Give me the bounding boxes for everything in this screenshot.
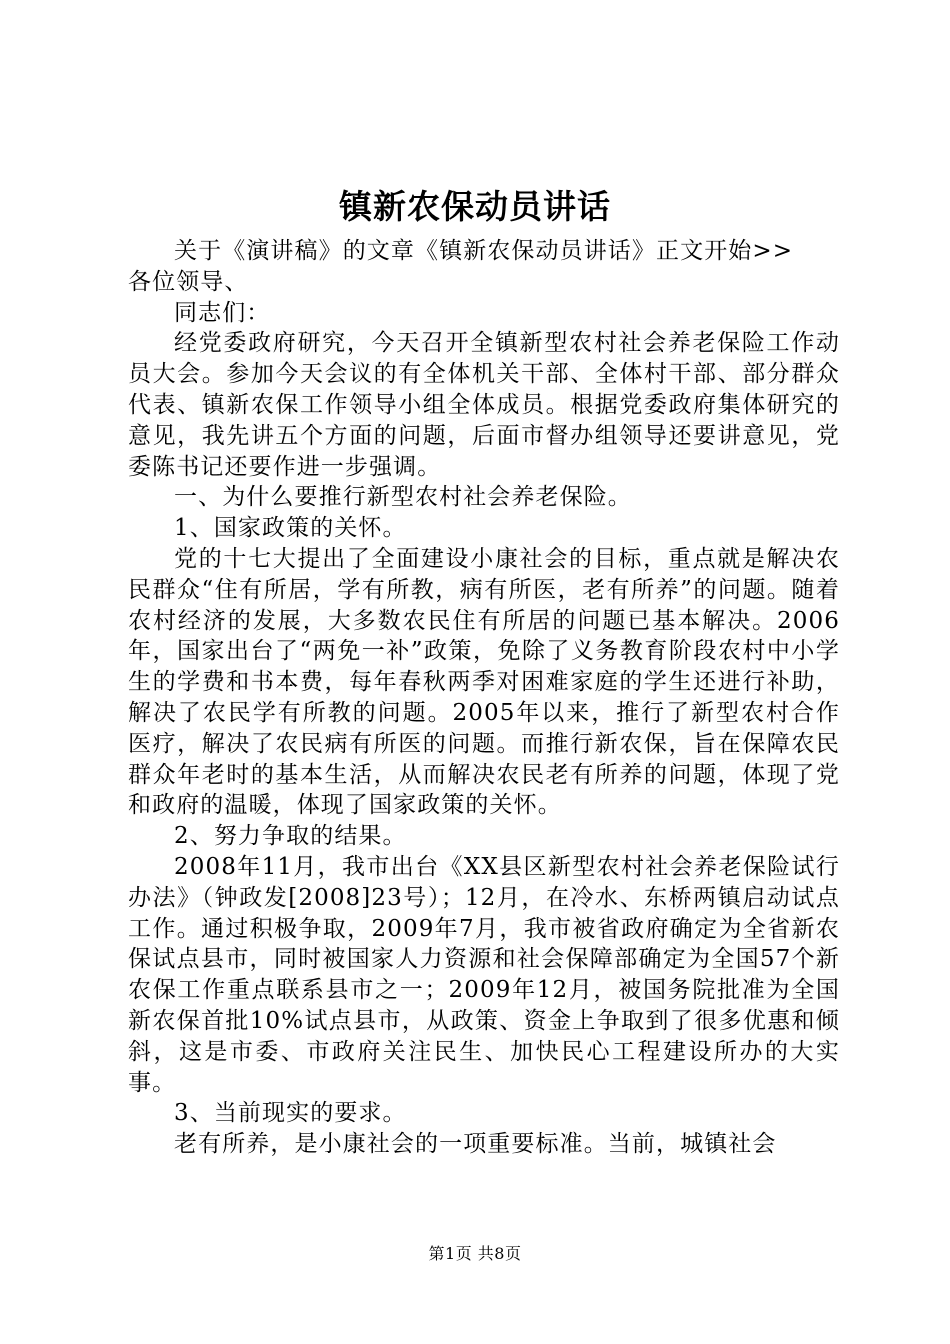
body-paragraph: 关于《演讲稿》的文章《镇新农保动员讲话》正文开始>> [174, 238, 794, 264]
body-paragraph: 2008年11月，我市出台《XX县区新型农村社会养老保险试行办法》（钟政发[2008]23号）；12月，在冷水、东桥两镇启动试点工作。通过积极争取，2009年7月，我市被省政府确定为全省新农保试点县市，同时被国家人力资源和社会保障部确定为全国57个新农保工作重点联系县市之一；2009年12月，被国务院批准为全国新农保首批10%试点县市，从政策、资金上争取到了很多优惠和倾斜，这是市委、市政府关注民生、加快民心工程建设所办的大实事。 [128, 853, 840, 1096]
body-paragraph: 3、当前现实的要求。 [174, 1100, 407, 1127]
body-paragraph: 同志们： [174, 299, 271, 326]
page-title: 镇新农保动员讲话 [339, 187, 611, 226]
body-paragraph: 党的十七大提出了全面建设小康社会的目标，重点就是解决农民群众“住有所居，学有所教，病有所医，老有所养”的问题。随着农村经济的发展，大多数农民住有所居的问题已基本解决。2006年，国家出台了“两免一补”政策，免除了义务教育阶段农村中小学生的学费和书本费，每年春秋两季对困难家庭的学生还进行补助，解决了农民学有所教的问题。2005年以来，推行了新型农村合作医疗，解决了农民病有所医的问题。而推行新农保，旨在保障农民群众年老时的基本生活，从而解决农民老有所养的问题，体现了党和政府的温暖，体现了国家政策的关怀。 [128, 545, 840, 819]
body-paragraph: 各位领导、 [128, 268, 249, 295]
body-paragraph: 2、努力争取的结果。 [174, 823, 407, 850]
page-footer: 第1页 共8页 [428, 1244, 522, 1263]
body-paragraph: 老有所养，是小康社会的一项重要标准。当前，城镇社会 [174, 1131, 777, 1158]
body-paragraph: 1、国家政策的关怀。 [174, 515, 407, 542]
document-body [128, 236, 840, 1160]
body-paragraph: 一、为什么要推行新型农村社会养老保险。 [174, 484, 632, 511]
body-paragraph: 经党委政府研究，今天召开全镇新型农村社会养老保险工作动员大会。参加今天会议的有全体机关干部、全体村干部、部分群众代表、镇新农保工作领导小组全体成员。根据党委政府集体研究的意见，我先讲五个方面的问题，后面市督办组领导还要讲意见，党委陈书记还要作进一步强调。 [128, 330, 840, 480]
